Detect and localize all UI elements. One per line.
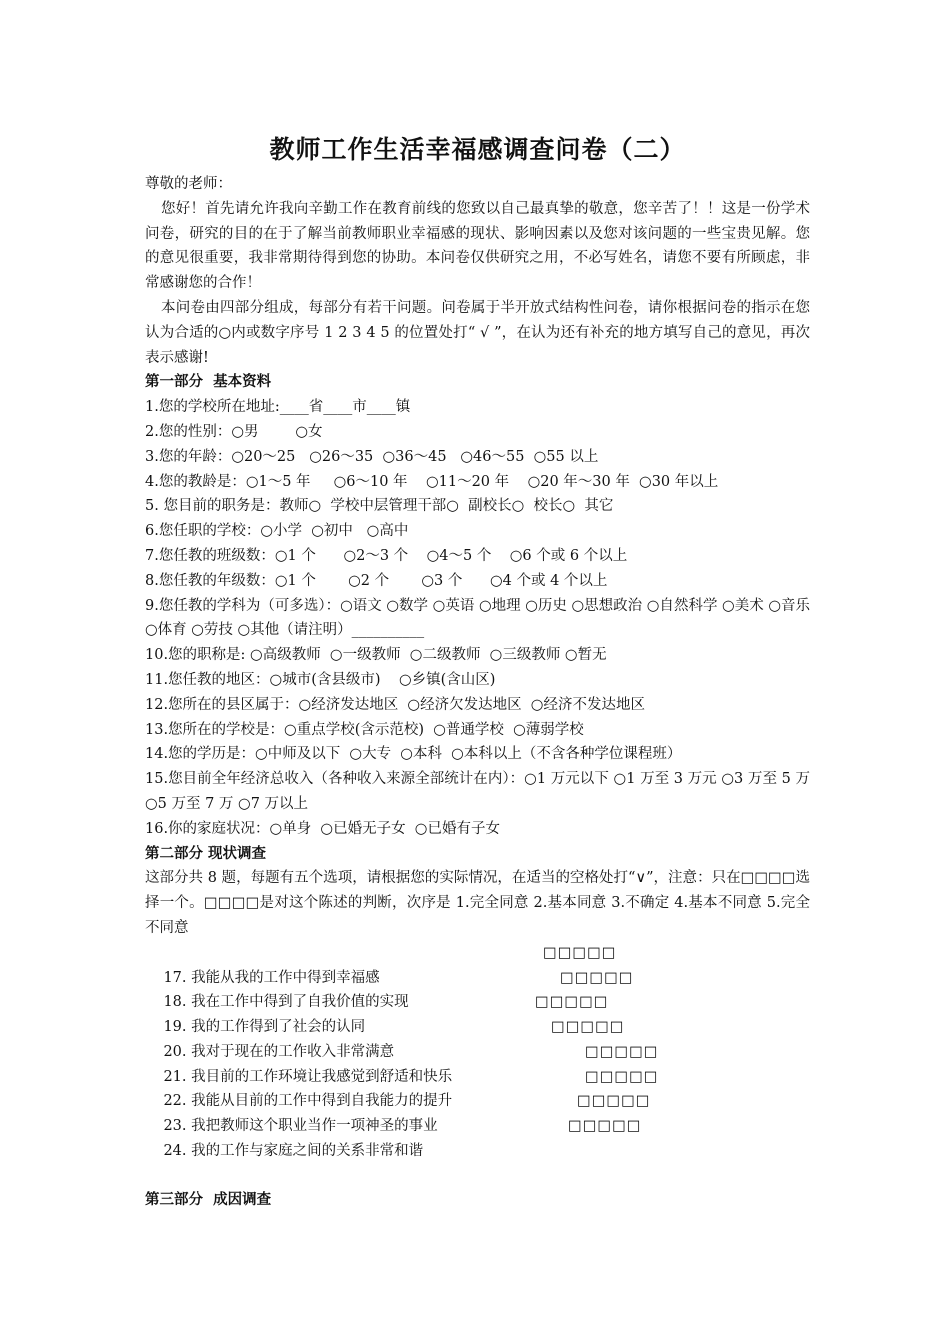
- likert-item-label: 23. 我把教师这个职业当作一项神圣的事业: [163, 1118, 438, 1135]
- question-5: 5. 您目前的职务是：教师○ 学校中层管理干部○ 副校长○ 校长○ 其它: [145, 498, 614, 515]
- likert-item-label: 17. 我能从我的工作中得到幸福感: [163, 969, 380, 986]
- part2-heading: 第二部分 现状调查: [145, 844, 267, 862]
- part2-instructions: 这部分共 8 题，每题有五个选项，请根据您的实际情况，在适当的空格处打“∨”，注意：只在□□□□选择一个。□□□□是对这个陈述的判断，次序是 1.完全同意 2.基本同意 3.不确定 4.基本不同意 5.完全不同意: [145, 870, 810, 936]
- question-13: 13.您所在的学校是：○重点学校(含示范校) ○普通学校 ○薄弱学校: [145, 721, 584, 738]
- likert-item-label: 22. 我能从目前的工作中得到自我能力的提升: [163, 1093, 453, 1110]
- document-title: 教师工作生活幸福感调查问卷（二）: [269, 135, 686, 164]
- likert-checkboxes[interactable]: □□□□□: [577, 1093, 651, 1110]
- likert-checkboxes[interactable]: □□□□□: [535, 994, 609, 1011]
- likert-checkboxes[interactable]: □□□□□: [551, 1019, 625, 1036]
- likert-checkboxes[interactable]: □□□□□: [585, 1043, 659, 1060]
- likert-item-18: [145, 966, 810, 1011]
- likert-checkboxes[interactable]: □□□□□: [585, 1068, 659, 1085]
- question-15: 15.您目前全年经济总收入（各种收入来源全部统计在内）：○1 万元以下 ○1 万至 3 万元 ○3 万至 5 万 ○5 万至 7 万 ○7 万以上: [145, 771, 810, 812]
- question-9: 9.您任教的学科为（可多选）：○语文 ○数学 ○英语 ○地理 ○历史 ○思想政治 ○自然科学 ○美术 ○音乐 ○体育 ○劳技 ○其他（请注明）__________: [145, 597, 810, 639]
- likert-item-22: [145, 1065, 810, 1110]
- likert-item-label: 24. 我的工作与家庭之间的关系非常和谐: [163, 1143, 424, 1160]
- question-4: 4.您的教龄是：○1～5 年 ○6～10 年 ○11～20 年 ○20 年～30 年 ○30 年以上: [145, 473, 719, 490]
- likert-item-23: [145, 1089, 810, 1135]
- question-16: 16.你的家庭状况：○单身 ○已婚无子女 ○已婚有子女: [145, 820, 500, 837]
- likert-item-label: 19. 我的工作得到了社会的认同: [163, 1019, 366, 1036]
- likert-item-20: [145, 1015, 810, 1060]
- likert-item-label: 18. 我在工作中得到了自我价值的实现: [163, 994, 409, 1011]
- question-10: 10.您的职称是: ○高级教师 ○一级教师 ○二级教师 ○三级教师 ○暂无: [145, 647, 607, 664]
- question-3: 3.您的年龄：○20～25 ○26～35 ○36～45 ○46～55 ○55 以上: [145, 448, 599, 465]
- likert-item-label: 21. 我目前的工作环境让我感觉到舒适和快乐: [163, 1068, 453, 1085]
- question-8: 8.您任教的年级数：○1 个 ○2 个 ○3 个 ○4 个或 4 个以上: [145, 572, 608, 589]
- question-11: 11.您任教的地区：○城市(含县级市) ○乡镇(含山区): [145, 671, 496, 688]
- part1-heading: 第一部分 基本资料: [145, 373, 272, 391]
- question-6: 6.您任职的学校：○小学 ○初中 ○高中: [145, 523, 409, 540]
- salutation: 尊敬的老师：: [145, 176, 232, 192]
- intro-paragraph-2: 本问卷由四部分组成，每部分有若干问题。问卷属于半开放式结构性问卷，请你根据问卷的指示在您认为合适的○内或数字序号 1 2 3 4 5 的位置处打“ √ ”，在认为还有补充的地方填写自己的意见，再次表示感谢!: [145, 299, 810, 366]
- question-14: 14.您的学历是：○中师及以下 ○大专 ○本科 ○本科以上（不含各种学位课程班）: [145, 746, 682, 763]
- questionnaire-page: [145, 128, 810, 1213]
- likert-checkboxes[interactable]: □□□□□: [560, 969, 634, 986]
- question-2: 2.您的性别：○男 ○女: [145, 423, 323, 440]
- likert-checkboxes[interactable]: □□□□□: [568, 1118, 642, 1135]
- question-1: 1.您的学校所在地址:____省____市____镇: [145, 399, 411, 416]
- likert-checkboxes[interactable]: □□□□□: [543, 944, 617, 961]
- likert-item-label: 20. 我对于现在的工作收入非常满意: [163, 1043, 395, 1060]
- likert-item-24: [145, 1114, 810, 1160]
- question-7: 7.您任教的班级数：○1 个 ○2～3 个 ○4～5 个 ○6 个或 6 个以上: [145, 547, 628, 564]
- part3-heading: 第三部分 成因调查: [145, 1191, 272, 1209]
- likert-item-21: [145, 1040, 810, 1085]
- intro-paragraph-1: 您好！首先请允许我向辛勤工作在教育前线的您致以自己最真挚的敬意，您辛苦了！！这是一份学术问卷，研究的目的在于了解当前教师职业幸福感的现状、影响因素以及您对该问题的一些宝贵见解。您的意见很重要，我非常期待得到您的协助。本问卷仅供研究之用，不必写姓名，请您不要有所顾虑，非常感谢您的合作！: [145, 200, 810, 292]
- question-12: 12.您所在的县区属于：○经济发达地区 ○经济欠发达地区 ○经济不发达地区: [145, 696, 645, 713]
- likert-item-19: [145, 990, 810, 1036]
- likert-item-17: [145, 941, 810, 986]
